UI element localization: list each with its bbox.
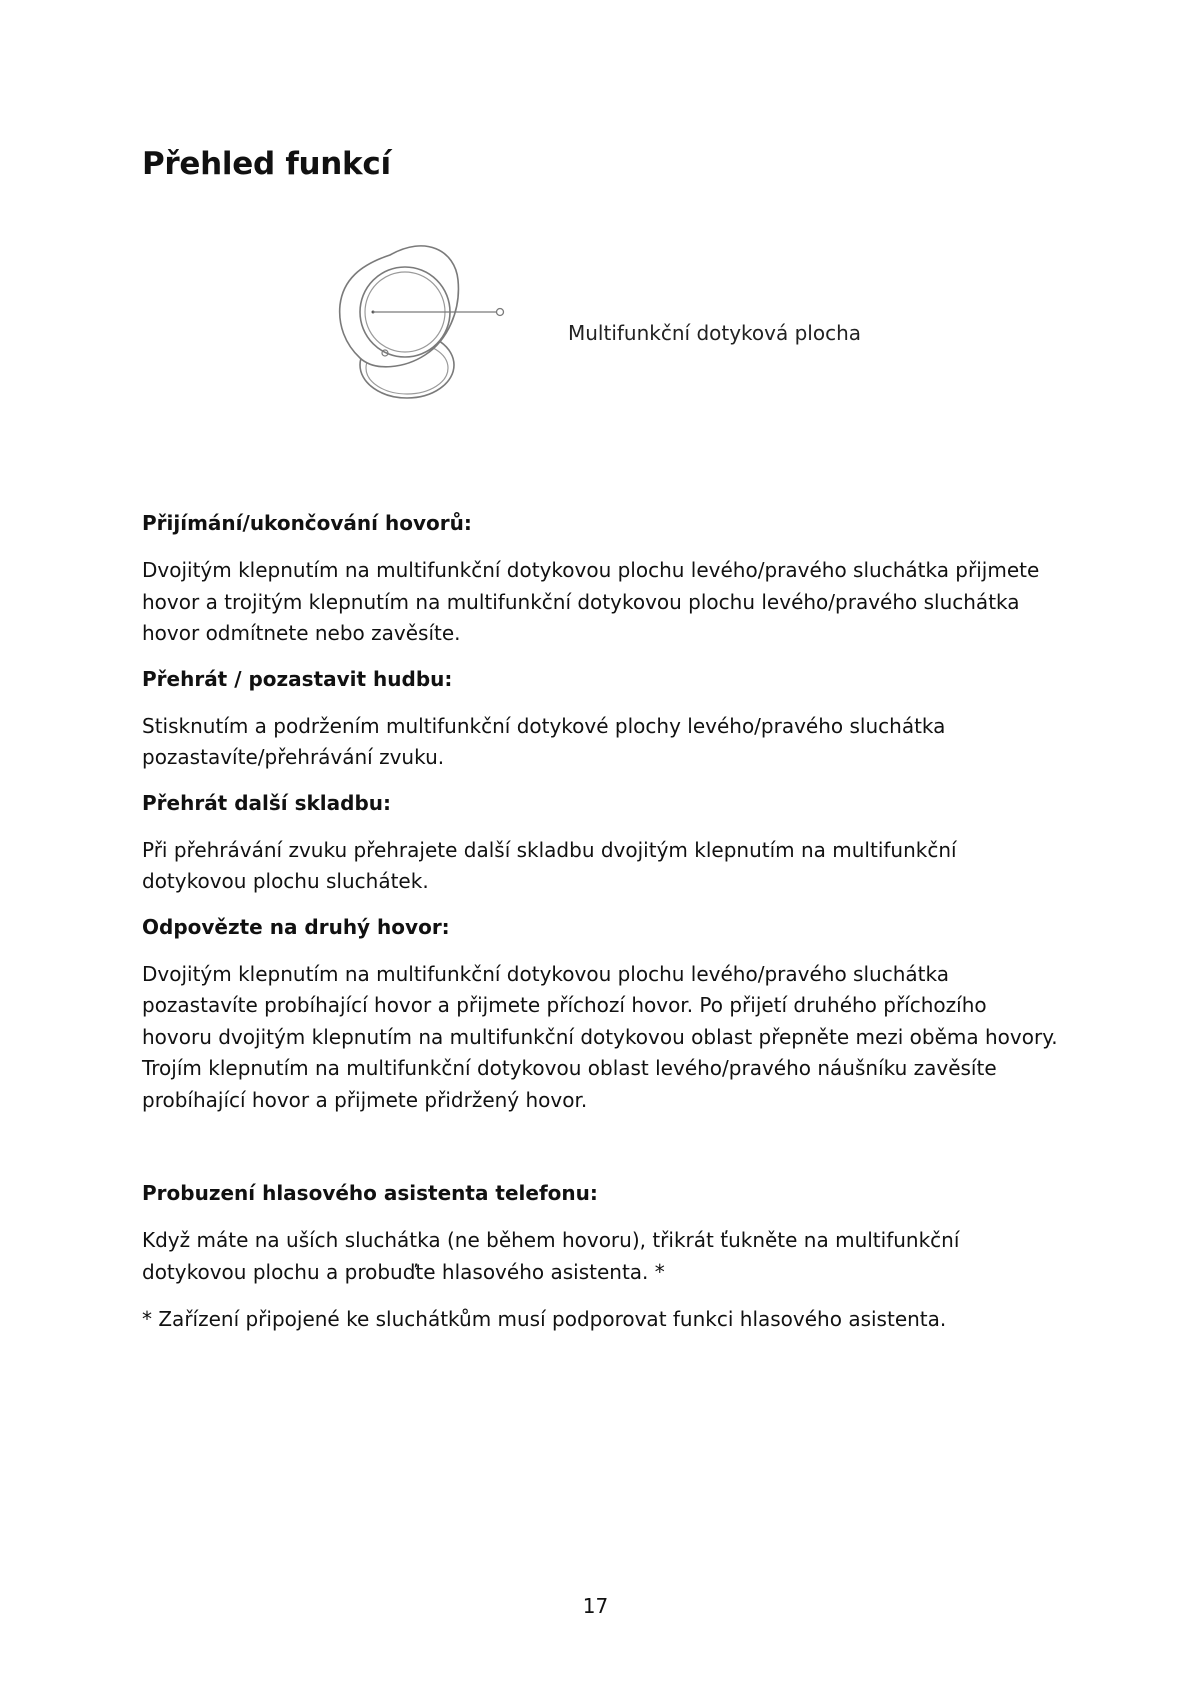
section-heading: Přijímání/ukončování hovorů:	[142, 511, 472, 535]
section-second-call	[142, 914, 1062, 1117]
section-play-pause	[142, 666, 1062, 774]
earbud-figure	[330, 240, 890, 450]
earbud-illustration-icon	[330, 240, 890, 450]
section-text: Dvojitým klepnutím na multifunkční dotykovou plochu levého/pravého sluchátka pozastavíte probíhající hovor a přijmete příchozí hovor. Po přijetí druhého příchozího hovoru dvojitým klepnutím na multifunkční dotykovou oblast přepněte mezi oběma hovory. Trojím klepnutím na multifunkční dotykovou oblast levého/pravého náušníku zavěsíte probíhající hovor a přijmete přidržený hovor.	[142, 961, 1058, 1112]
page-number: 17	[582, 1594, 609, 1618]
section-heading: Probuzení hlasového asistenta telefonu:	[142, 1181, 598, 1205]
spacer	[142, 1132, 1062, 1180]
section-heading: Přehrát další skladbu:	[142, 790, 392, 815]
instructions	[142, 510, 1062, 1352]
section-text: Když máte na uších sluchátka (ne během hovoru), třikrát ťukněte na multifunkční dotykovou plochu a probuďte hlasového asistenta. *	[142, 1228, 960, 1284]
section-calls	[142, 510, 1062, 650]
page-title: Přehled funkcí	[142, 146, 391, 182]
section-heading: Odpovězte na druhý hovor:	[142, 914, 450, 939]
section-text: Dvojitým klepnutím na multifunkční dotykovou plochu levého/pravého sluchátka přijmete hovor a trojitým klepnutím na multifunkční dotykovou plochu levého/pravého sluchátka hovor odmítnete nebo zavěsíte.	[142, 558, 1040, 645]
section-heading: Přehrát / pozastavit hudbu:	[142, 666, 453, 691]
section-voice-assistant	[142, 1180, 1062, 1336]
figure-label: Multifunkční dotyková plocha	[568, 321, 862, 345]
section-next-track	[142, 790, 1062, 898]
section-text: Stisknutím a podržením multifunkční dotykové plochy levého/pravého sluchátka pozastavíte/přehrávání zvuku.	[142, 713, 946, 769]
footnote: * Zařízení připojené ke sluchátkům musí podporovat funkci hlasového asistenta.	[142, 1307, 947, 1331]
section-text: Při přehrávání zvuku přehrajete další skladbu dvojitým klepnutím na multifunkční dotykovou plochu sluchátek.	[142, 837, 957, 893]
